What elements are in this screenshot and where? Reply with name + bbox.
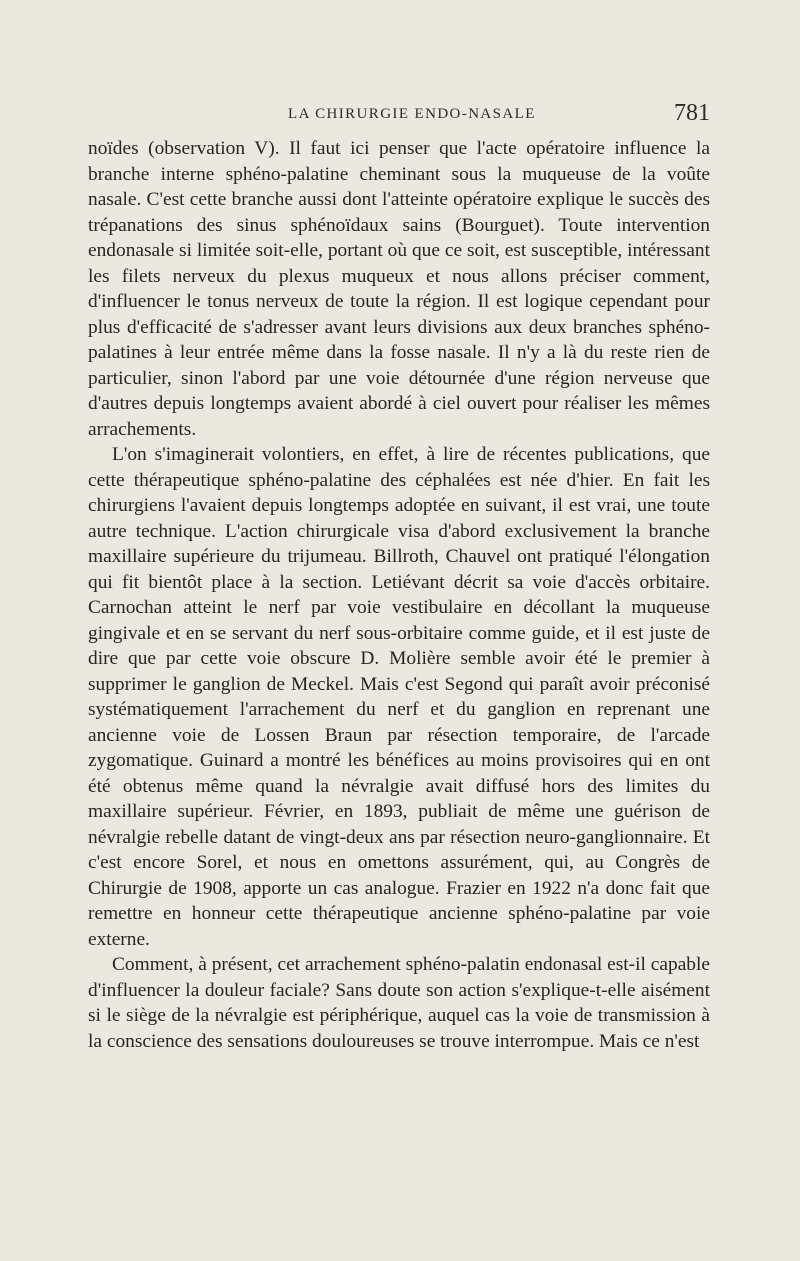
running-head: LA CHIRURGIE ENDO-NASALE bbox=[288, 106, 536, 122]
body-text bbox=[88, 136, 710, 1054]
paragraph: noïdes (observation V). Il faut ici penser que l'acte opératoire influence la branche interne sphéno-palatine cheminant sous la muqueuse de la voûte nasale. C'est cette branche aussi dont l'atteinte opératoire explique le succès des trépanations des sinus sphénoïdaux sains (Bourguet). Toute intervention endonasale si limitée soit-elle, portant où que ce soit, est susceptible, intéressant les filets nerveux du plexus muqueux et nous allons préciser comment, d'influencer le tonus nerveux de toute la région. Il est logique cependant pour plus d'efficacité de s'adresser avant leurs divisions aux deux branches sphéno-palatines à leur entrée même dans la fosse nasale. Il n'y a là du reste rien de particulier, sinon l'abord par une voie détournée d'une région nerveuse que d'autres depuis longtemps avaient abordé à ciel ouvert pour réaliser les mêmes arrachements. bbox=[88, 138, 710, 440]
page-number: 781 bbox=[674, 100, 710, 126]
paragraph: Comment, à présent, cet arrachement sphéno-palatin endonasal est-il capable d'influencer la douleur faciale? Sans doute son action s'explique-t-elle aisément si le siège de la névralgie est périphérique, auquel cas la voie de transmission à la conscience des sensations douloureuses se trouve interrompue. Mais ce n'est bbox=[88, 954, 710, 1052]
page-header bbox=[88, 100, 710, 132]
paragraph: L'on s'imaginerait volontiers, en effet, à lire de récentes publications, que cette thérapeutique sphéno-palatine des céphalées est née d'hier. En fait les chirurgiens l'avaient depuis longtemps adoptée en suivant, il est vrai, une toute autre technique. L'action chirurgicale visa d'abord exclusivement la branche maxillaire supérieure du trijumeau. Billroth, Chauvel ont pratiqué l'élongation qui fit bientôt place à la section. Letiévant décrit sa voie d'accès orbitaire. Carnochan atteint le nerf par voie vestibulaire en décollant la muqueuse gingivale et en se servant du nerf sous-orbitaire comme guide, et il est juste de dire que par cette voie obscure D. Molière semble avoir été le premier à supprimer le ganglion de Meckel. Mais c'est Segond qui paraît avoir préconisé systématiquement l'arrachement du nerf et du ganglion en reprenant une ancienne voie de Lossen Braun par résection temporaire, de l'arcade zygomatique. Guinard a montré les bénéfices au moins provisoires qui en ont été obtenus même quand la névralgie avait diffusé hors des limites du maxillaire supérieur. Février, en 1893, publiait de même une guérison de névralgie rebelle datant de vingt-deux ans par résection neuro-ganglionnaire. Et c'est encore Sorel, et nous en omettons assurément, qui, au Congrès de Chirurgie de 1908, apporte un cas analogue. Frazier en 1922 n'a donc fait que remettre en honneur cette thérapeutique ancienne sphéno-palatine par voie externe. bbox=[88, 444, 710, 950]
